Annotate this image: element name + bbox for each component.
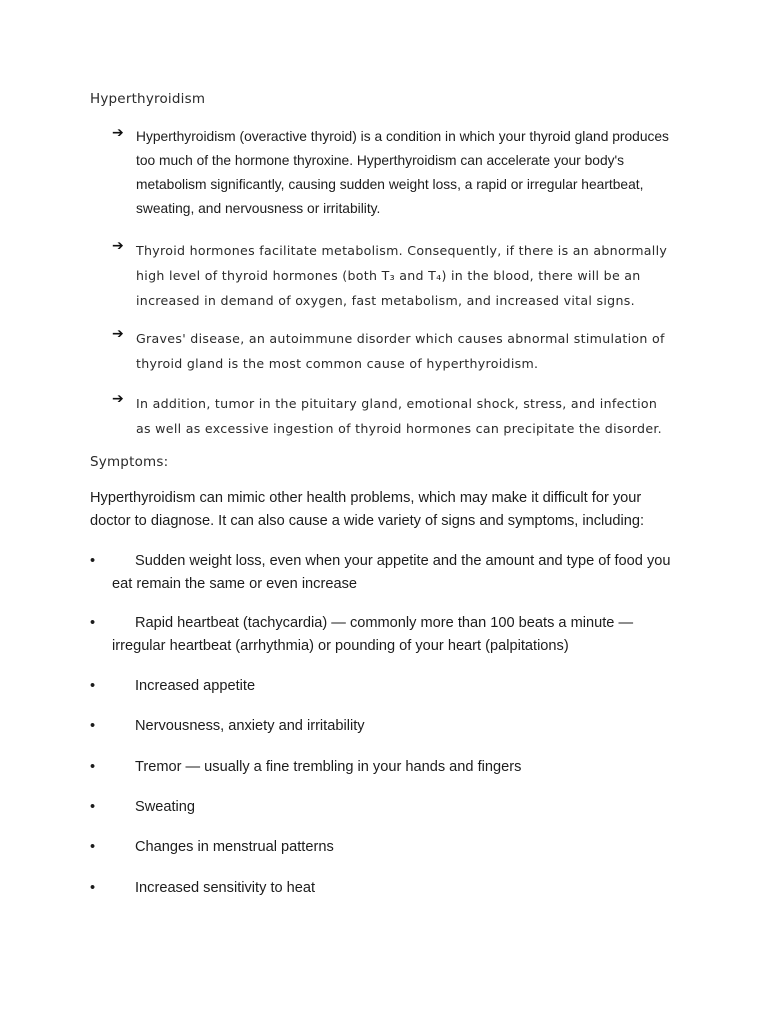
symptom-text: Rapid heartbeat (tachycardia) — commonly more than 100 beats a minute — irregular heartbeat (arrhythmia) or pounding of your heart (palpitations) xyxy=(112,615,634,654)
bullet-icon: • xyxy=(90,718,96,734)
symptom-list-item xyxy=(90,612,680,657)
document-title: Hyperthyroidism xyxy=(90,91,206,107)
symptom-text: Sudden weight loss, even when your appetite and the amount and type of food you eat remain the same or even increase xyxy=(112,553,671,592)
bullet-icon: • xyxy=(90,553,96,569)
symptom-list-item xyxy=(90,756,680,779)
bullet-icon: • xyxy=(90,615,96,631)
bullet-icon: • xyxy=(90,799,96,815)
symptoms-intro: Hyperthyroidism can mimic other health problems, which may make it difficult for your doctor to diagnose. It can also cause a wide variety of signs and symptoms, including: xyxy=(90,490,645,529)
symptom-list-item xyxy=(90,675,680,698)
symptom-text: Sweating xyxy=(135,799,196,815)
symptom-text: Nervousness, anxiety and irritability xyxy=(135,718,365,734)
symptoms-heading: Symptoms: xyxy=(90,454,169,470)
arrow-item-text: Hyperthyroidism (overactive thyroid) is a condition in which your thyroid gland produces too much of the hormone thyroxine. Hyperthyroidism can accelerate your body's metabolism significantly, causing sudden weight loss, a rapid or irregular heartbeat, sweating, and nervousness or irritability. xyxy=(136,129,669,216)
arrow-icon: ➔ xyxy=(112,326,124,342)
symptom-text: Increased sensitivity to heat xyxy=(135,880,316,896)
arrow-item-text: Graves' disease, an autoimmune disorder which causes abnormal stimulation of thyroid gland is the most common cause of hyperthyroidism. xyxy=(136,331,665,371)
bullet-icon: • xyxy=(90,880,96,896)
bullet-icon: • xyxy=(90,678,96,694)
symptom-text: Changes in menstrual patterns xyxy=(135,839,334,855)
arrow-item-text: Thyroid hormones facilitate metabolism. Consequently, if there is an abnormally high level of thyroid hormones (both T₃ and T₄) in the blood, there will be an increased in demand of oxygen, fast metabolism, and increased vital signs. xyxy=(136,243,668,308)
bullet-icon: • xyxy=(90,759,96,775)
arrow-icon: ➔ xyxy=(112,125,124,141)
symptom-text: Increased appetite xyxy=(135,678,256,694)
symptom-list-item xyxy=(90,550,680,595)
symptom-text: Tremor — usually a fine trembling in your hands and fingers xyxy=(135,759,522,775)
arrow-icon: ➔ xyxy=(112,238,124,254)
symptom-list-item xyxy=(90,836,680,859)
arrow-item-text: In addition, tumor in the pituitary gland, emotional shock, stress, and infection as well as excessive ingestion of thyroid hormones can precipitate the disorder. xyxy=(136,396,662,436)
symptom-list-item xyxy=(90,877,680,900)
bullet-icon: • xyxy=(90,839,96,855)
symptom-list-item xyxy=(90,715,680,738)
symptom-list-item xyxy=(90,796,680,819)
arrow-icon: ➔ xyxy=(112,391,124,407)
